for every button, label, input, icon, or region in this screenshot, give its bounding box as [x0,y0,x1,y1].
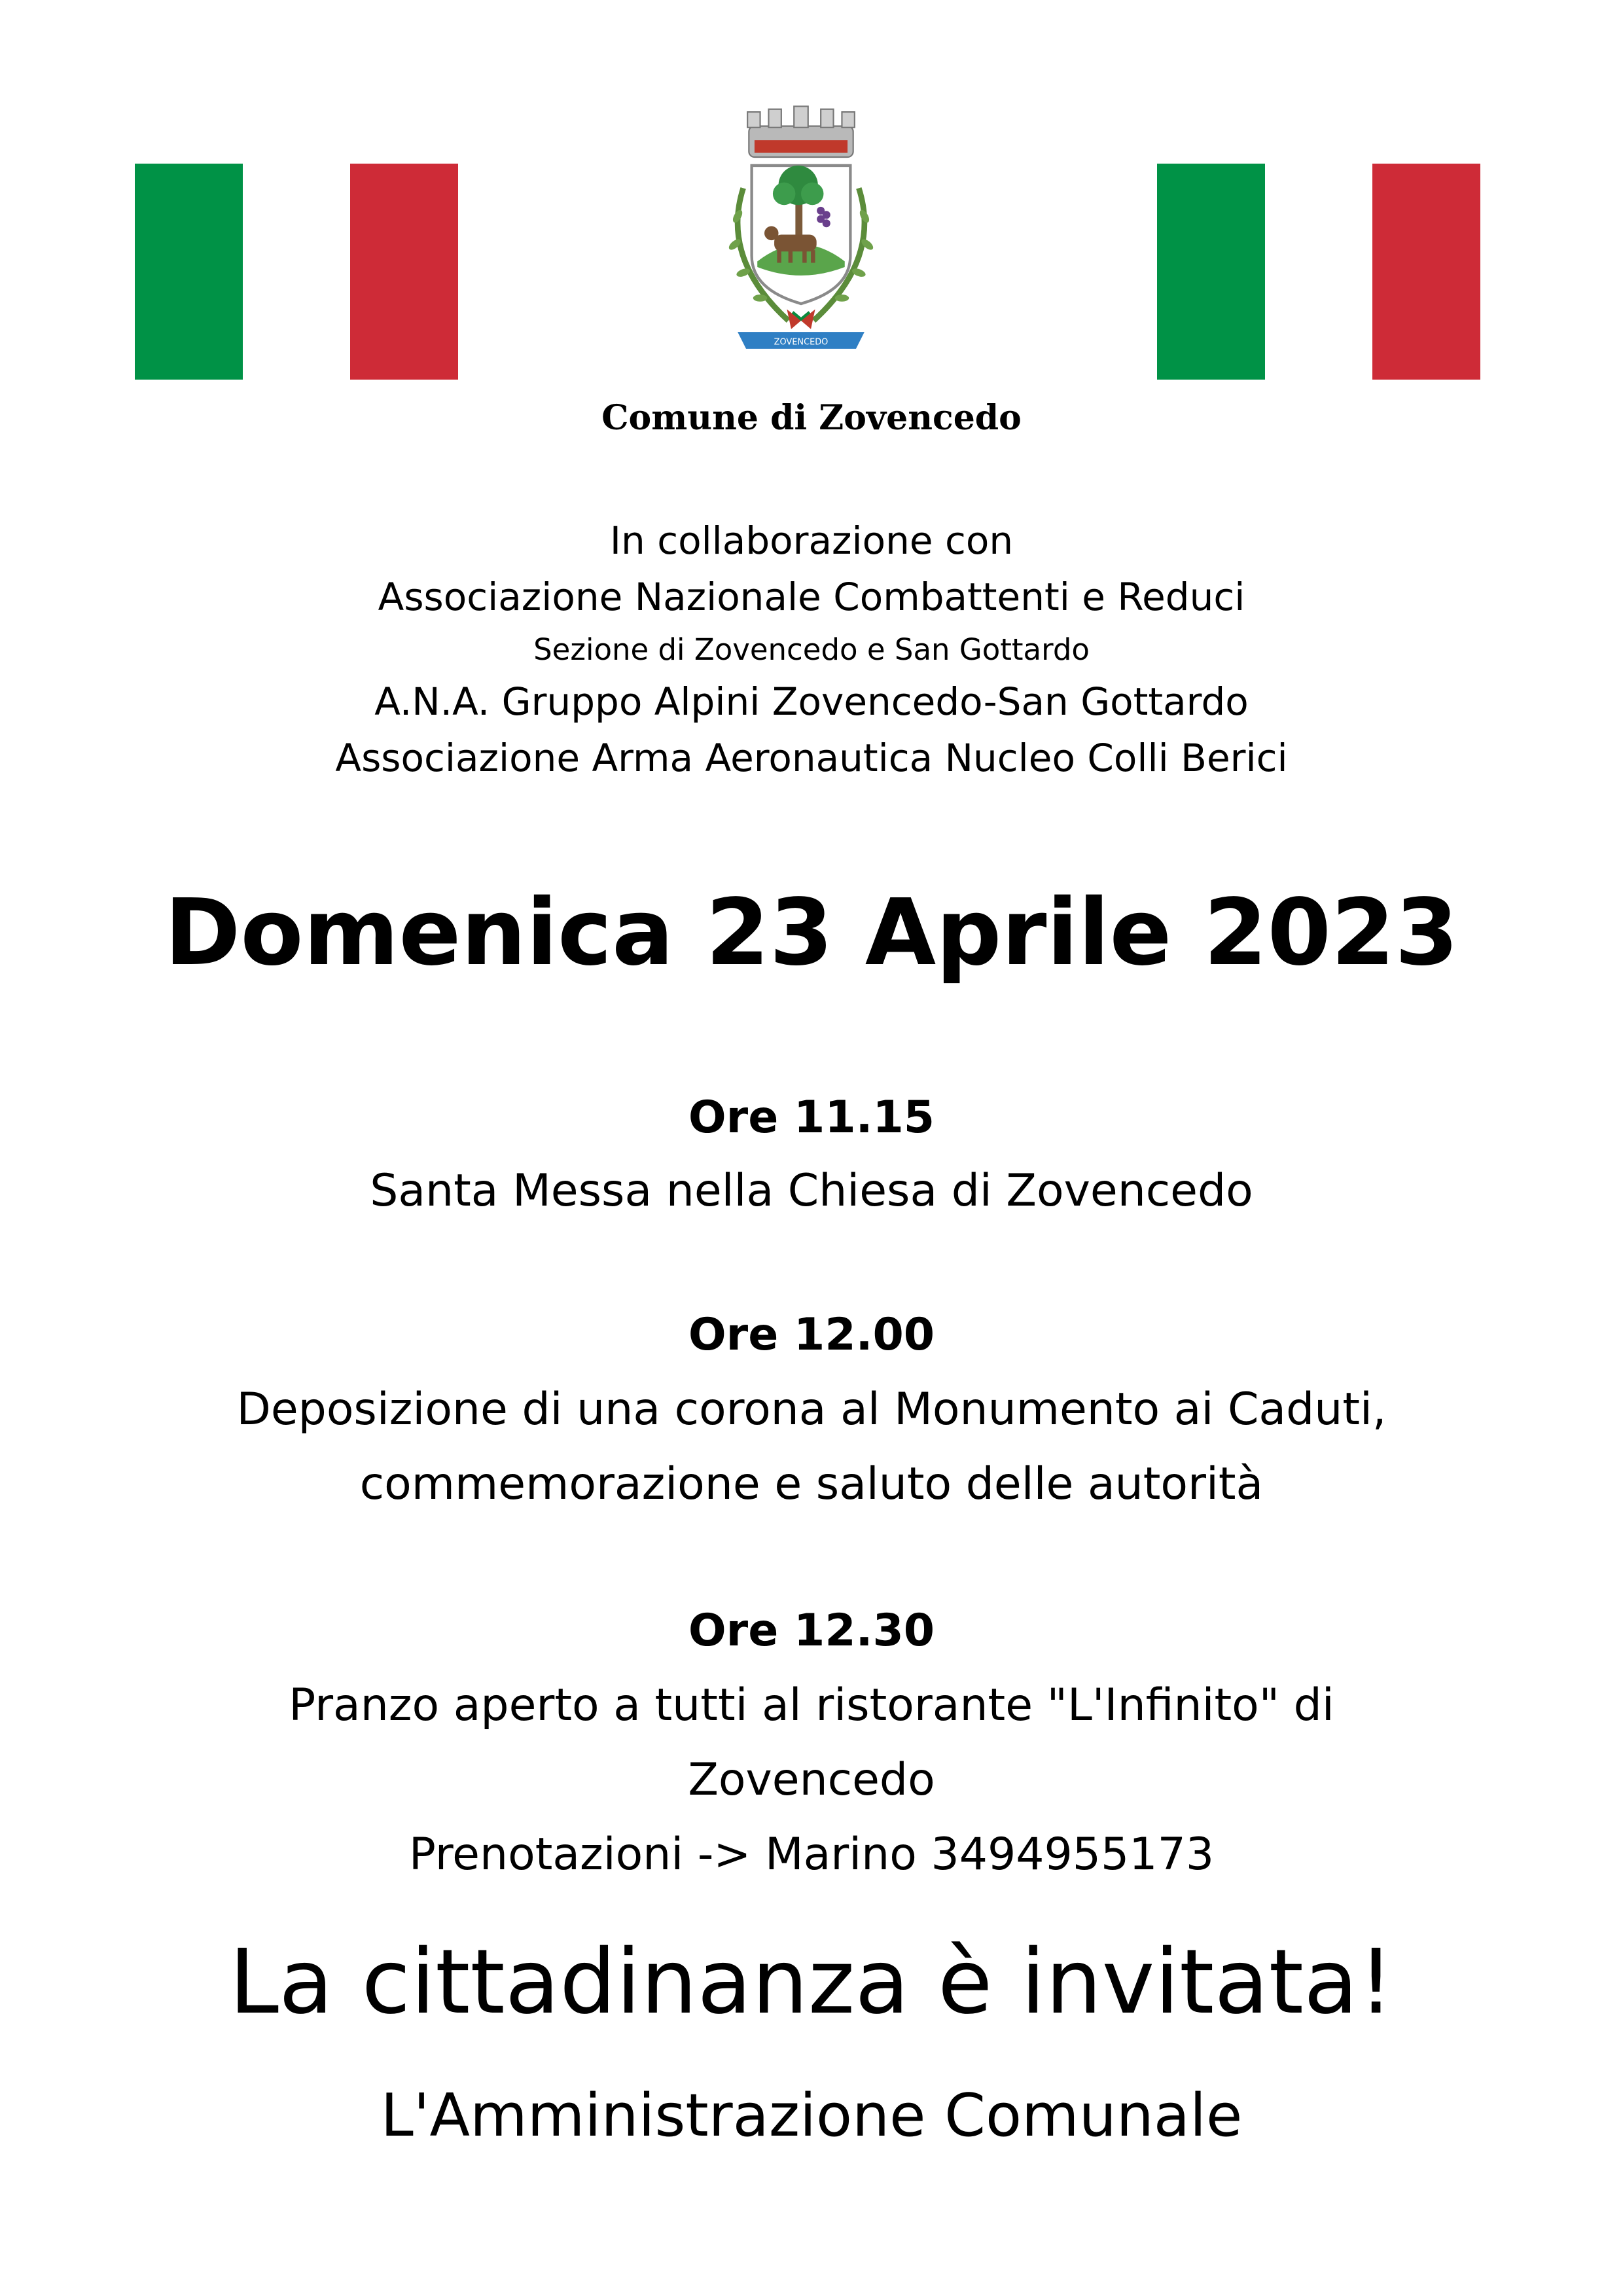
signature: L'Amministrazione Comunale [380,2081,1243,2150]
org-ancr: Associazione Nazionale Combattenti e Reduci [378,575,1245,619]
invitation-text: La cittadinanza è invitata! [229,1931,1394,2034]
event-description: commemorazione e saluto delle autorità [359,1458,1264,1510]
coat-of-arms-icon [709,99,893,361]
municipality-name: Comune di Zovencedo [601,398,1022,438]
collaboration-intro: In collaborazione con [609,518,1014,563]
event-time: Ore 12.00 [688,1309,935,1361]
event-booking: Prenotazioni -> Marino 3494955173 [408,1829,1215,1880]
org-ana: A.N.A. Gruppo Alpini Zovencedo-San Gottardo [374,679,1249,724]
coat-of-arms-ribbon-text: ZOVENCEDO [774,337,829,348]
italian-flag-icon [135,164,458,380]
event-date: Domenica 23 Aprile 2023 [164,880,1459,986]
event-description: Pranzo aperto a tutti al ristorante "L'Infinito" di [289,1679,1334,1731]
event-description: Zovencedo [688,1754,935,1806]
event-time: Ore 12.30 [688,1605,935,1657]
italian-flag-icon [1157,164,1480,380]
org-ancr-section: Sezione di Zovencedo e San Gottardo [533,632,1090,667]
event-time: Ore 11.15 [688,1092,935,1143]
event-description: Santa Messa nella Chiesa di Zovencedo [370,1165,1253,1217]
event-description: Deposizione di una corona al Monumento ai Caduti, [236,1384,1387,1435]
org-aeronautica: Associazione Arma Aeronautica Nucleo Colli Berici [335,736,1288,780]
